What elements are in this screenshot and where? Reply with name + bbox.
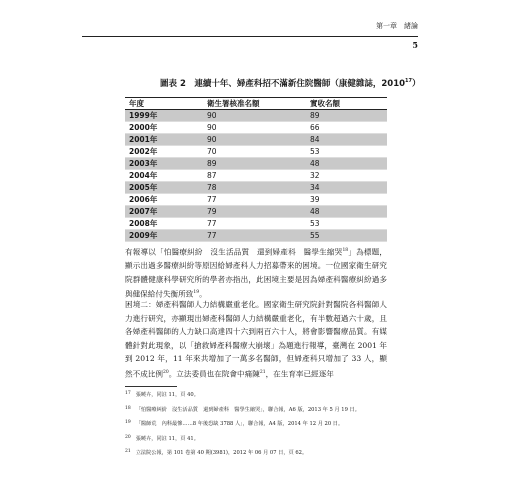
table-cell-actual: 66 (306, 122, 387, 134)
table-cell-approved: 90 (203, 122, 306, 134)
footnote-text: 張曉卉，同註 11，頁 40。 (135, 392, 199, 398)
table-cell-approved: 77 (203, 218, 306, 230)
footnote-ref-19: 19 (193, 290, 200, 296)
table-header-row (125, 98, 387, 110)
table-row (125, 146, 387, 158)
footnote (125, 406, 395, 413)
table-cell-year: 2009年 (125, 230, 203, 242)
table-cell-actual: 39 (306, 194, 387, 206)
table-cell-year: 2006年 (125, 194, 203, 206)
paragraph-1-text-b: 」為標題，顯示出過多醫療糾紛等原因給婦產科人力招募帶來的困境。一位國家衛生研究院群體健康科學研究所的學者亦指出，此困境主要是因為婦產科醫療糾紛過多與健保給付失衡所致 (125, 247, 387, 299)
table-row (125, 110, 387, 122)
table-cell-approved: 77 (203, 230, 306, 242)
table-cell-actual: 48 (306, 158, 387, 170)
footnote-divider (125, 386, 177, 387)
footnote-ref-20: 20 (162, 369, 169, 375)
table-row (125, 182, 387, 194)
paragraph-1-text-c: 。 (199, 289, 207, 299)
table-row (125, 134, 387, 146)
table-cell-approved: 79 (203, 206, 306, 218)
paragraph-1 (125, 244, 387, 301)
column-header-actual: 實收名額 (306, 98, 387, 110)
paragraph-2 (125, 298, 387, 381)
table-cell-year: 2000年 (125, 122, 203, 134)
chapter-title: 第一章 緒論 (376, 22, 418, 30)
footnote (125, 391, 395, 398)
table-cell-approved: 78 (203, 182, 306, 194)
footnote-number: 17 (125, 391, 131, 396)
table-row (125, 122, 387, 134)
table-row (125, 158, 387, 170)
table-cell-year: 2007年 (125, 206, 203, 218)
table-cell-approved: 77 (203, 194, 306, 206)
table-cell-year: 1999年 (125, 110, 203, 122)
footnote (125, 435, 395, 442)
table-cell-approved: 90 (203, 134, 306, 146)
table-cell-actual: 34 (306, 182, 387, 194)
caption-close: ） (412, 79, 421, 89)
table-row (125, 218, 387, 230)
table-cell-actual: 53 (306, 218, 387, 230)
paragraph-2-text-c: ，在生育率已經逐年 (265, 369, 334, 379)
column-header-approved: 衛生署核准名額 (203, 98, 306, 110)
table-cell-year: 2003年 (125, 158, 203, 170)
table-cell-year: 2005年 (125, 182, 203, 194)
footnote-number: 19 (125, 420, 131, 425)
footnote-ref-21: 21 (259, 369, 266, 375)
table-cell-year: 2004年 (125, 170, 203, 182)
table-row (125, 230, 387, 242)
footnote-text: 「怕醫療糾紛 沒生活品質 還到婦產科 醫學生縮哭」，聯合報，A6 版，2013 年 5 月 19 日。 (135, 406, 360, 413)
paragraph-2-text-b: 。立法委員也在院會中痛陳 (168, 369, 260, 379)
table-row (125, 206, 387, 218)
footnote-text: 張曉卉，同註 11，頁 41。 (135, 435, 199, 442)
table-cell-approved: 87 (203, 170, 306, 182)
table-cell-approved: 70 (203, 146, 306, 158)
residency-quota-table (125, 97, 387, 242)
footnote-number: 18 (125, 405, 131, 411)
footnote-text: 立法院公報，第 101 卷第 40 期(3981)，2012 年 06 月 07 日，頁 62。 (135, 450, 308, 456)
table-cell-actual: 48 (306, 206, 387, 218)
footnote-number: 20 (125, 434, 131, 440)
paragraph-2-text-a: 困境二：婦產科醫師人力結構嚴重老化。國家衛生研究院針對醫院各科醫師人力進行研究，亦顯現出婦產科醫師人力結構嚴重老化，有半數超過六十歲，且各婦產科醫師的人力缺口高達四十六到兩百六十人，將會影響醫療品質。有媒體針對此現象，以「搶救婦產科醫療大崩壞」為題進行報導，臺灣在 2001 年到 2012 年，11 年來共增加了一萬多名醫師，但婦產科只增加了 33 人，顯然不成比例 (125, 300, 387, 379)
table-cell-year: 2008年 (125, 218, 203, 230)
footnote-number: 21 (125, 449, 131, 454)
table-row (125, 194, 387, 206)
footnote (125, 449, 395, 456)
running-header (82, 20, 418, 37)
table-cell-year: 2002年 (125, 146, 203, 158)
table-caption (160, 77, 421, 89)
table-cell-actual: 89 (306, 110, 387, 122)
table-cell-actual: 55 (306, 230, 387, 242)
table-cell-approved: 90 (203, 110, 306, 122)
table-cell-actual: 53 (306, 146, 387, 158)
column-header-year: 年度 (125, 98, 203, 110)
page-number: 5 (412, 40, 418, 50)
table-cell-approved: 89 (203, 158, 306, 170)
caption-text: 圖表 2 連續十年、婦產科招不滿新住院醫師（康健雜誌，2010 (160, 79, 406, 89)
table-cell-actual: 32 (306, 170, 387, 182)
caption-footnote-ref: 17 (405, 78, 413, 85)
footnote-text: 「醫師荒 內科最慘……8 年後恐缺 3788 人」，聯合報，A4 版，2014 年 12 月 20 日。 (135, 421, 344, 427)
table-cell-actual: 84 (306, 134, 387, 146)
footnote (125, 420, 395, 427)
footnote-ref-18: 18 (342, 248, 349, 253)
paragraph-1-text-a: 有報導以「怕醫療糾紛 沒生活品質 還到婦產科 醫學生縮哭 (125, 247, 343, 257)
table-row (125, 170, 387, 182)
table-cell-year: 2001年 (125, 134, 203, 146)
